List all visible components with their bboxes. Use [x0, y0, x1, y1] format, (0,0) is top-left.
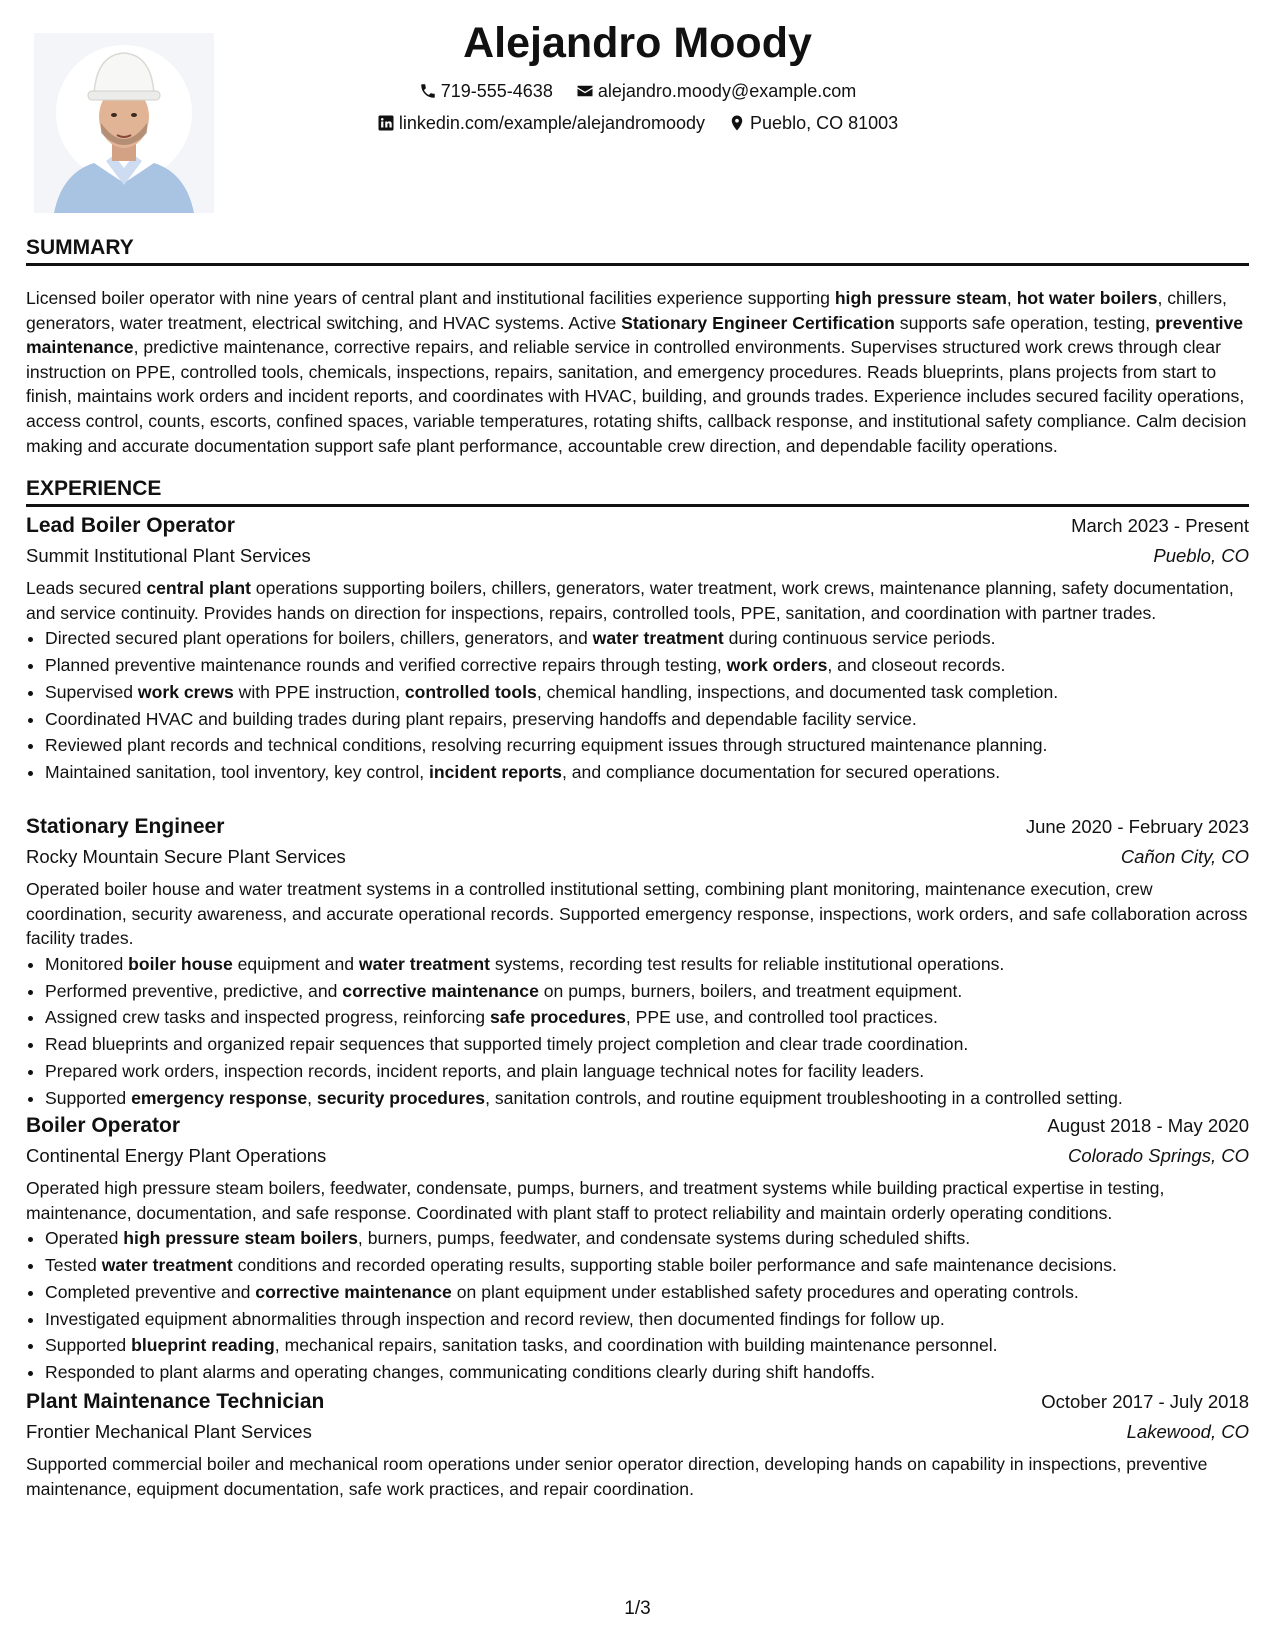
emphasis-text: incident reports: [429, 762, 562, 783]
text-run: Supported commercial boiler and mechanical room operations under senior operator direction, developing hands on capability in inspections, preventive maintenance, equipment documentation, safe work practices, and repair coordination.: [26, 1454, 1208, 1499]
resume-page: [26, 0, 1249, 1650]
page-number: 1/3: [624, 1598, 651, 1619]
text-run: , PPE use, and controlled tool practices.: [625, 1007, 938, 1028]
text-run: Supported: [45, 1335, 132, 1356]
job-company: Frontier Mechanical Plant Services: [26, 1421, 312, 1442]
emphasis-text: blueprint reading: [131, 1335, 275, 1356]
emphasis-text: boiler house: [128, 953, 233, 974]
bullet-item: [45, 978, 1249, 1005]
job-location: Cañon City, CO: [1120, 846, 1249, 867]
text-run: Directed secured plant operations for boilers, chillers, generators, and: [45, 628, 593, 649]
location-text: Pueblo, CO 81003: [750, 113, 899, 133]
bullet-item: [45, 1004, 1249, 1031]
bullet-item: [45, 625, 1249, 652]
emphasis-text: high pressure steam boilers: [123, 1228, 358, 1249]
phone-icon: [419, 82, 437, 100]
envelope-icon: [576, 82, 594, 100]
emphasis-text: work crews: [137, 681, 234, 702]
text-run: , sanitation controls, and routine equipment troubleshooting in a controlled setting.: [485, 1087, 1123, 1108]
text-run: Reviewed plant records and technical conditions, resolving recurring equipment issues through structured maintenance planning.: [45, 735, 1048, 756]
experience-heading: EXPERIENCE: [26, 475, 1249, 507]
text-run: Operated: [45, 1228, 124, 1249]
job-dates: June 2020 - February 2023: [1025, 816, 1249, 837]
bullet-item: [45, 679, 1249, 706]
job-company: Summit Institutional Plant Services: [26, 545, 311, 566]
text-run: Operated high pressure steam boilers, feedwater, condensate, pumps, burners, and treatment systems while building practical expertise in testing, maintenance, documentation, and safe response. Coordinated with plant staff to protect reliability and maintain orderly operating conditions.: [26, 1178, 1165, 1223]
phone-text: 719-555-4638: [440, 81, 553, 101]
summary-heading: SUMMARY: [26, 234, 1249, 266]
job-title: Stationary Engineer: [26, 815, 225, 838]
linkedin-text[interactable]: linkedin.com/example/alejandromoody: [398, 113, 706, 133]
contact-line-1: [26, 79, 1249, 107]
email-contact[interactable]: [576, 79, 856, 104]
text-run: Performed preventive, predictive, and: [45, 980, 343, 1001]
bullet-item: [45, 1332, 1249, 1359]
job-bullets: [26, 1225, 1249, 1386]
contact-line-2: [26, 111, 1249, 139]
text-run: , predictive maintenance, corrective repairs, and reliable service in controlled environments. Supervises structured work crews through clear instruction on PPE, controlled tools, chemicals, inspections, repairs, sanitation, and emergency procedures. Reads blueprints, plans projects from start to finish, maintains work orders and incident reports, and coordinates with HVAC, building, and grounds trades. Experience includes secured facility operations, access control, counts, escorts, confined spaces, variable temperatures, rotating shifts, callback response, and institutional safety compliance. Calm decision making and accurate documentation support safe plant performance, accountable crew direction, and dependable facility operations.: [26, 337, 1247, 456]
map-pin-icon: [728, 114, 746, 132]
text-run: Responded to plant alarms and operating changes, communicating conditions clearly during shift handoffs.: [45, 1362, 876, 1383]
text-run: Investigated equipment abnormalities through inspection and record review, then documented findings for follow up.: [45, 1308, 945, 1329]
bullet-item: [45, 706, 1249, 733]
text-run: Read blueprints and organized repair sequences that supported timely project completion and clear trade coordination.: [45, 1034, 969, 1055]
job-bullets: [26, 625, 1249, 786]
text-run: conditions and recorded operating results, supporting stable boiler performance and safe maintenance decisions.: [232, 1254, 1117, 1275]
text-run: Maintained sanitation, tool inventory, key control,: [45, 762, 430, 783]
text-run: during continuous service periods.: [723, 628, 996, 649]
emphasis-text: corrective maintenance: [255, 1281, 452, 1302]
email-text[interactable]: alejandro.moody@example.com: [597, 81, 857, 101]
job-entry: [26, 813, 1249, 1112]
candidate-name: Alejandro Moody: [463, 19, 812, 67]
emphasis-text: preventive maintenance: [26, 312, 1244, 358]
text-run: , and compliance documentation for secured operations.: [561, 762, 1001, 783]
emphasis-text: work orders: [726, 654, 828, 675]
emphasis-text: water treatment: [101, 1254, 233, 1275]
bullet-item: [45, 1058, 1249, 1085]
job-company: Rocky Mountain Secure Plant Services: [26, 846, 346, 867]
text-run: with PPE instruction,: [233, 681, 405, 702]
text-run: , burners, pumps, feedwater, and condensate systems during scheduled shifts.: [357, 1228, 971, 1249]
emphasis-text: Stationary Engineer Certification: [621, 312, 895, 333]
bullet-item: [45, 652, 1249, 679]
text-run: Assigned crew tasks and inspected progress, reinforcing: [45, 1007, 490, 1028]
bullet-item: [45, 1359, 1249, 1386]
emphasis-text: emergency response: [131, 1087, 308, 1108]
emphasis-text: security procedures: [316, 1087, 486, 1108]
summary-text: [26, 286, 1249, 458]
bullet-item: [45, 1085, 1249, 1112]
emphasis-text: corrective maintenance: [342, 980, 539, 1001]
text-run: on plant equipment under established safety procedures and operating controls.: [451, 1281, 1079, 1302]
text-run: , mechanical repairs, sanitation tasks, and coordination with building maintenance personnel.: [274, 1335, 998, 1356]
job-description: [26, 576, 1249, 625]
job-location: Pueblo, CO: [1153, 545, 1249, 566]
text-run: equipment and: [232, 953, 359, 974]
bullet-item: [45, 1031, 1249, 1058]
job-title: Lead Boiler Operator: [26, 514, 235, 537]
text-run: Prepared work orders, inspection records, incident reports, and plain language technical notes for facility leaders.: [45, 1060, 925, 1081]
text-run: Supervised: [45, 681, 138, 702]
emphasis-text: controlled tools: [404, 681, 537, 702]
job-title: Boiler Operator: [26, 1114, 181, 1137]
emphasis-text: water treatment: [358, 953, 490, 974]
job-entry: [26, 512, 1249, 786]
bullet-item: [45, 1252, 1249, 1279]
text-run: Licensed boiler operator with nine years of central plant and institutional facilities experience supporting: [26, 288, 835, 308]
text-run: Planned preventive maintenance rounds and verified corrective repairs through testing,: [45, 654, 727, 675]
job-title: Plant Maintenance Technician: [26, 1390, 325, 1413]
text-run: , and closeout records.: [827, 654, 1006, 675]
bullet-item: [45, 951, 1249, 978]
text-run: Completed preventive and: [45, 1281, 256, 1302]
job-description: [26, 877, 1249, 951]
bullet-item: [45, 732, 1249, 759]
text-run: Operated boiler house and water treatment systems in a controlled institutional setting, combining plant monitoring, maintenance execution, crew coordination, security awareness, and accurate operational records. Supported emergency response, inspections, work orders, and safe collaboration across facility trades.: [26, 879, 1248, 949]
job-location: Lakewood, CO: [1126, 1421, 1249, 1442]
text-run: , chemical handling, inspections, and documented task completion.: [536, 681, 1059, 702]
job-entry: [26, 1388, 1249, 1501]
text-run: Leads secured: [26, 578, 147, 598]
text-run: ,: [307, 1087, 317, 1108]
linkedin-icon: [377, 114, 395, 132]
job-description: [26, 1176, 1249, 1225]
job-company: Continental Energy Plant Operations: [26, 1145, 327, 1166]
job-dates: August 2018 - May 2020: [1047, 1115, 1249, 1136]
job-location: Colorado Springs, CO: [1068, 1145, 1249, 1166]
job-bullets: [26, 951, 1249, 1112]
job-description: [26, 1452, 1249, 1501]
text-run: ,: [1006, 288, 1017, 308]
bullet-item: [45, 759, 1249, 786]
phone-contact: [419, 79, 553, 104]
text-run: operations supporting boilers, chillers, generators, water treatment, work crews, maintenance planning, safety documentation, and service continuity. Provides hands on direction for inspections, repairs, controlled tools, PPE, sanitation, and coordination with partner trades.: [26, 578, 1234, 623]
emphasis-text: central plant: [146, 578, 251, 598]
linkedin-contact[interactable]: [377, 111, 705, 136]
emphasis-text: water treatment: [592, 628, 724, 649]
emphasis-text: safe procedures: [489, 1007, 626, 1028]
text-run: supports safe operation, testing,: [894, 312, 1156, 333]
bullet-item: [45, 1279, 1249, 1306]
text-run: Tested: [45, 1254, 102, 1275]
job-dates: October 2017 - July 2018: [1041, 1391, 1249, 1412]
emphasis-text: hot water boilers: [1016, 288, 1158, 308]
text-run: Coordinated HVAC and building trades during plant repairs, preserving handoffs and dependable facility service.: [45, 708, 917, 729]
emphasis-text: high pressure steam: [834, 288, 1007, 308]
location-contact: [728, 111, 898, 136]
text-run: , chillers, generators, water treatment, electrical switching, and HVAC systems. Active: [26, 288, 1227, 333]
bullet-item: [45, 1306, 1249, 1333]
text-run: on pumps, burners, boilers, and treatment equipment.: [538, 980, 963, 1001]
text-run: systems, recording test results for reliable institutional operations.: [489, 953, 1005, 974]
job-entry: [26, 1112, 1249, 1386]
bullet-item: [45, 1225, 1249, 1252]
job-dates: March 2023 - Present: [1071, 515, 1249, 536]
text-run: Monitored: [45, 953, 129, 974]
text-run: Supported: [45, 1087, 132, 1108]
